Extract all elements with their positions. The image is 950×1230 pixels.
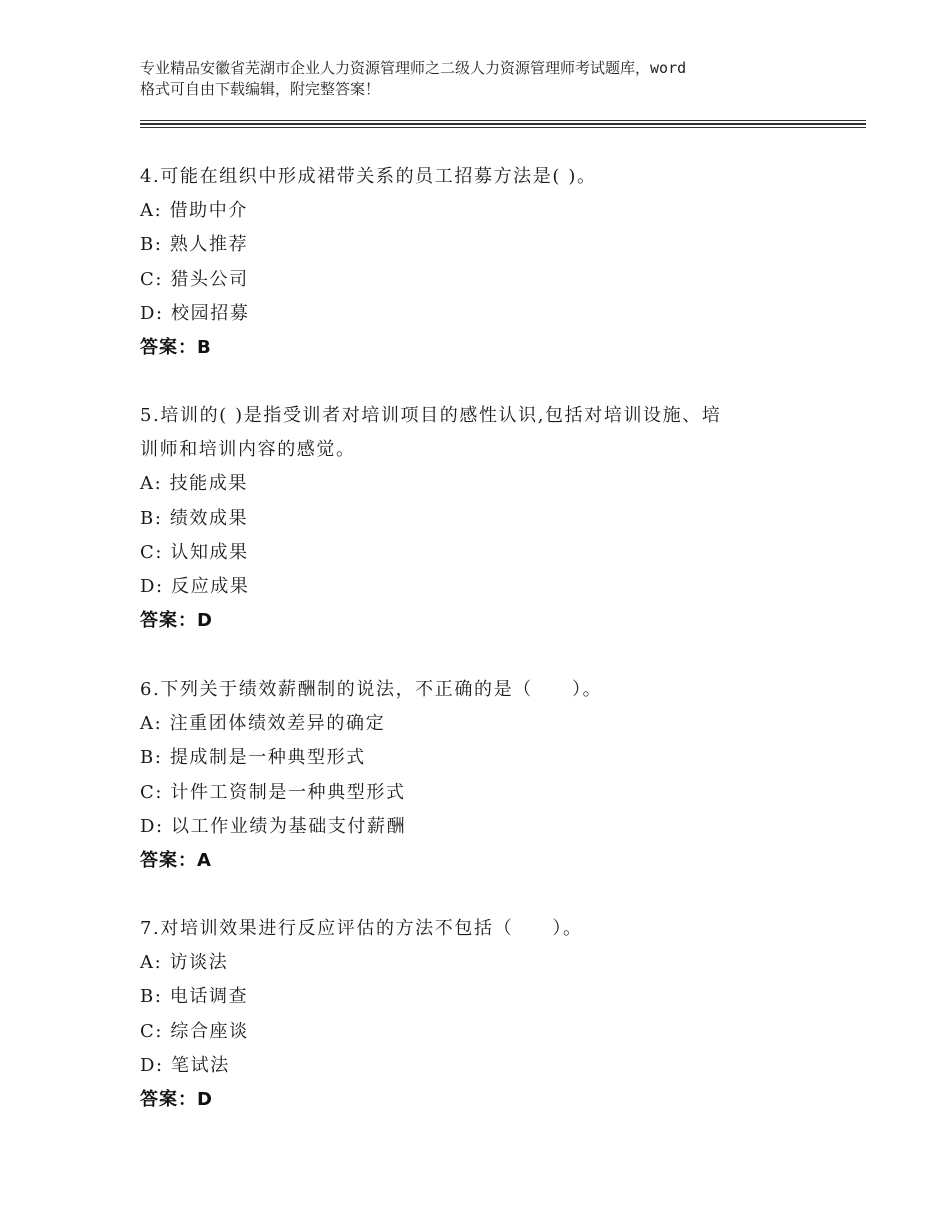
header-rule-bottom [140,127,866,128]
question-stem: 6.下列关于绩效薪酬制的说法，不正确的是（ ）。 [140,679,603,700]
header-rule-middle [140,123,866,125]
question-stem: 7.对培训效果进行反应评估的方法不包括（ ）。 [140,918,583,939]
option-c: C: 猎头公司 [140,268,249,290]
option-a: A: 注重团体绩效差异的确定 [140,713,386,735]
option-a: A: 借助中介 [140,200,248,222]
option-c: C: 综合座谈 [140,1020,249,1042]
question-stem: 4.可能在组织中形成裙带关系的员工招募方法是( )。 [140,166,597,187]
question-stem-continued: 训师和培训内容的感觉。 [140,439,356,461]
option-b: B: 电话调查 [140,986,249,1008]
option-b: B: 提成制是一种典型形式 [140,747,366,769]
option-b: B: 绩效成果 [140,507,249,529]
question-7 [140,912,840,1117]
option-d: D: 校园招募 [140,302,250,324]
option-b: B: 熟人推荐 [140,234,249,256]
header-line-1: 专业精品安徽省芜湖市企业人力资源管理师之二级人力资源管理师考试题库，word [140,59,687,77]
answer: 答案：A [140,850,212,872]
option-a: A: 访谈法 [140,952,229,974]
question-4 [140,160,840,365]
header-rule-top [140,120,866,121]
option-d: D: 反应成果 [140,576,250,598]
header-line-2: 格式可自由下载编辑，附完整答案！ [140,80,381,98]
answer: 答案：B [140,337,212,359]
option-d: D: 以工作业绩为基础支付薪酬 [140,815,407,837]
answer: 答案：D [140,610,213,632]
option-d: D: 笔试法 [140,1054,230,1076]
question-5 [140,399,840,638]
question-6 [140,673,840,878]
document-header [140,58,840,100]
option-c: C: 计件工资制是一种典型形式 [140,781,406,803]
option-c: C: 认知成果 [140,541,249,563]
option-a: A: 技能成果 [140,473,248,495]
answer: 答案：D [140,1089,213,1111]
question-stem: 5.培训的( )是指受训者对培训项目的感性认识,包括对培训设施、培 [140,405,722,426]
